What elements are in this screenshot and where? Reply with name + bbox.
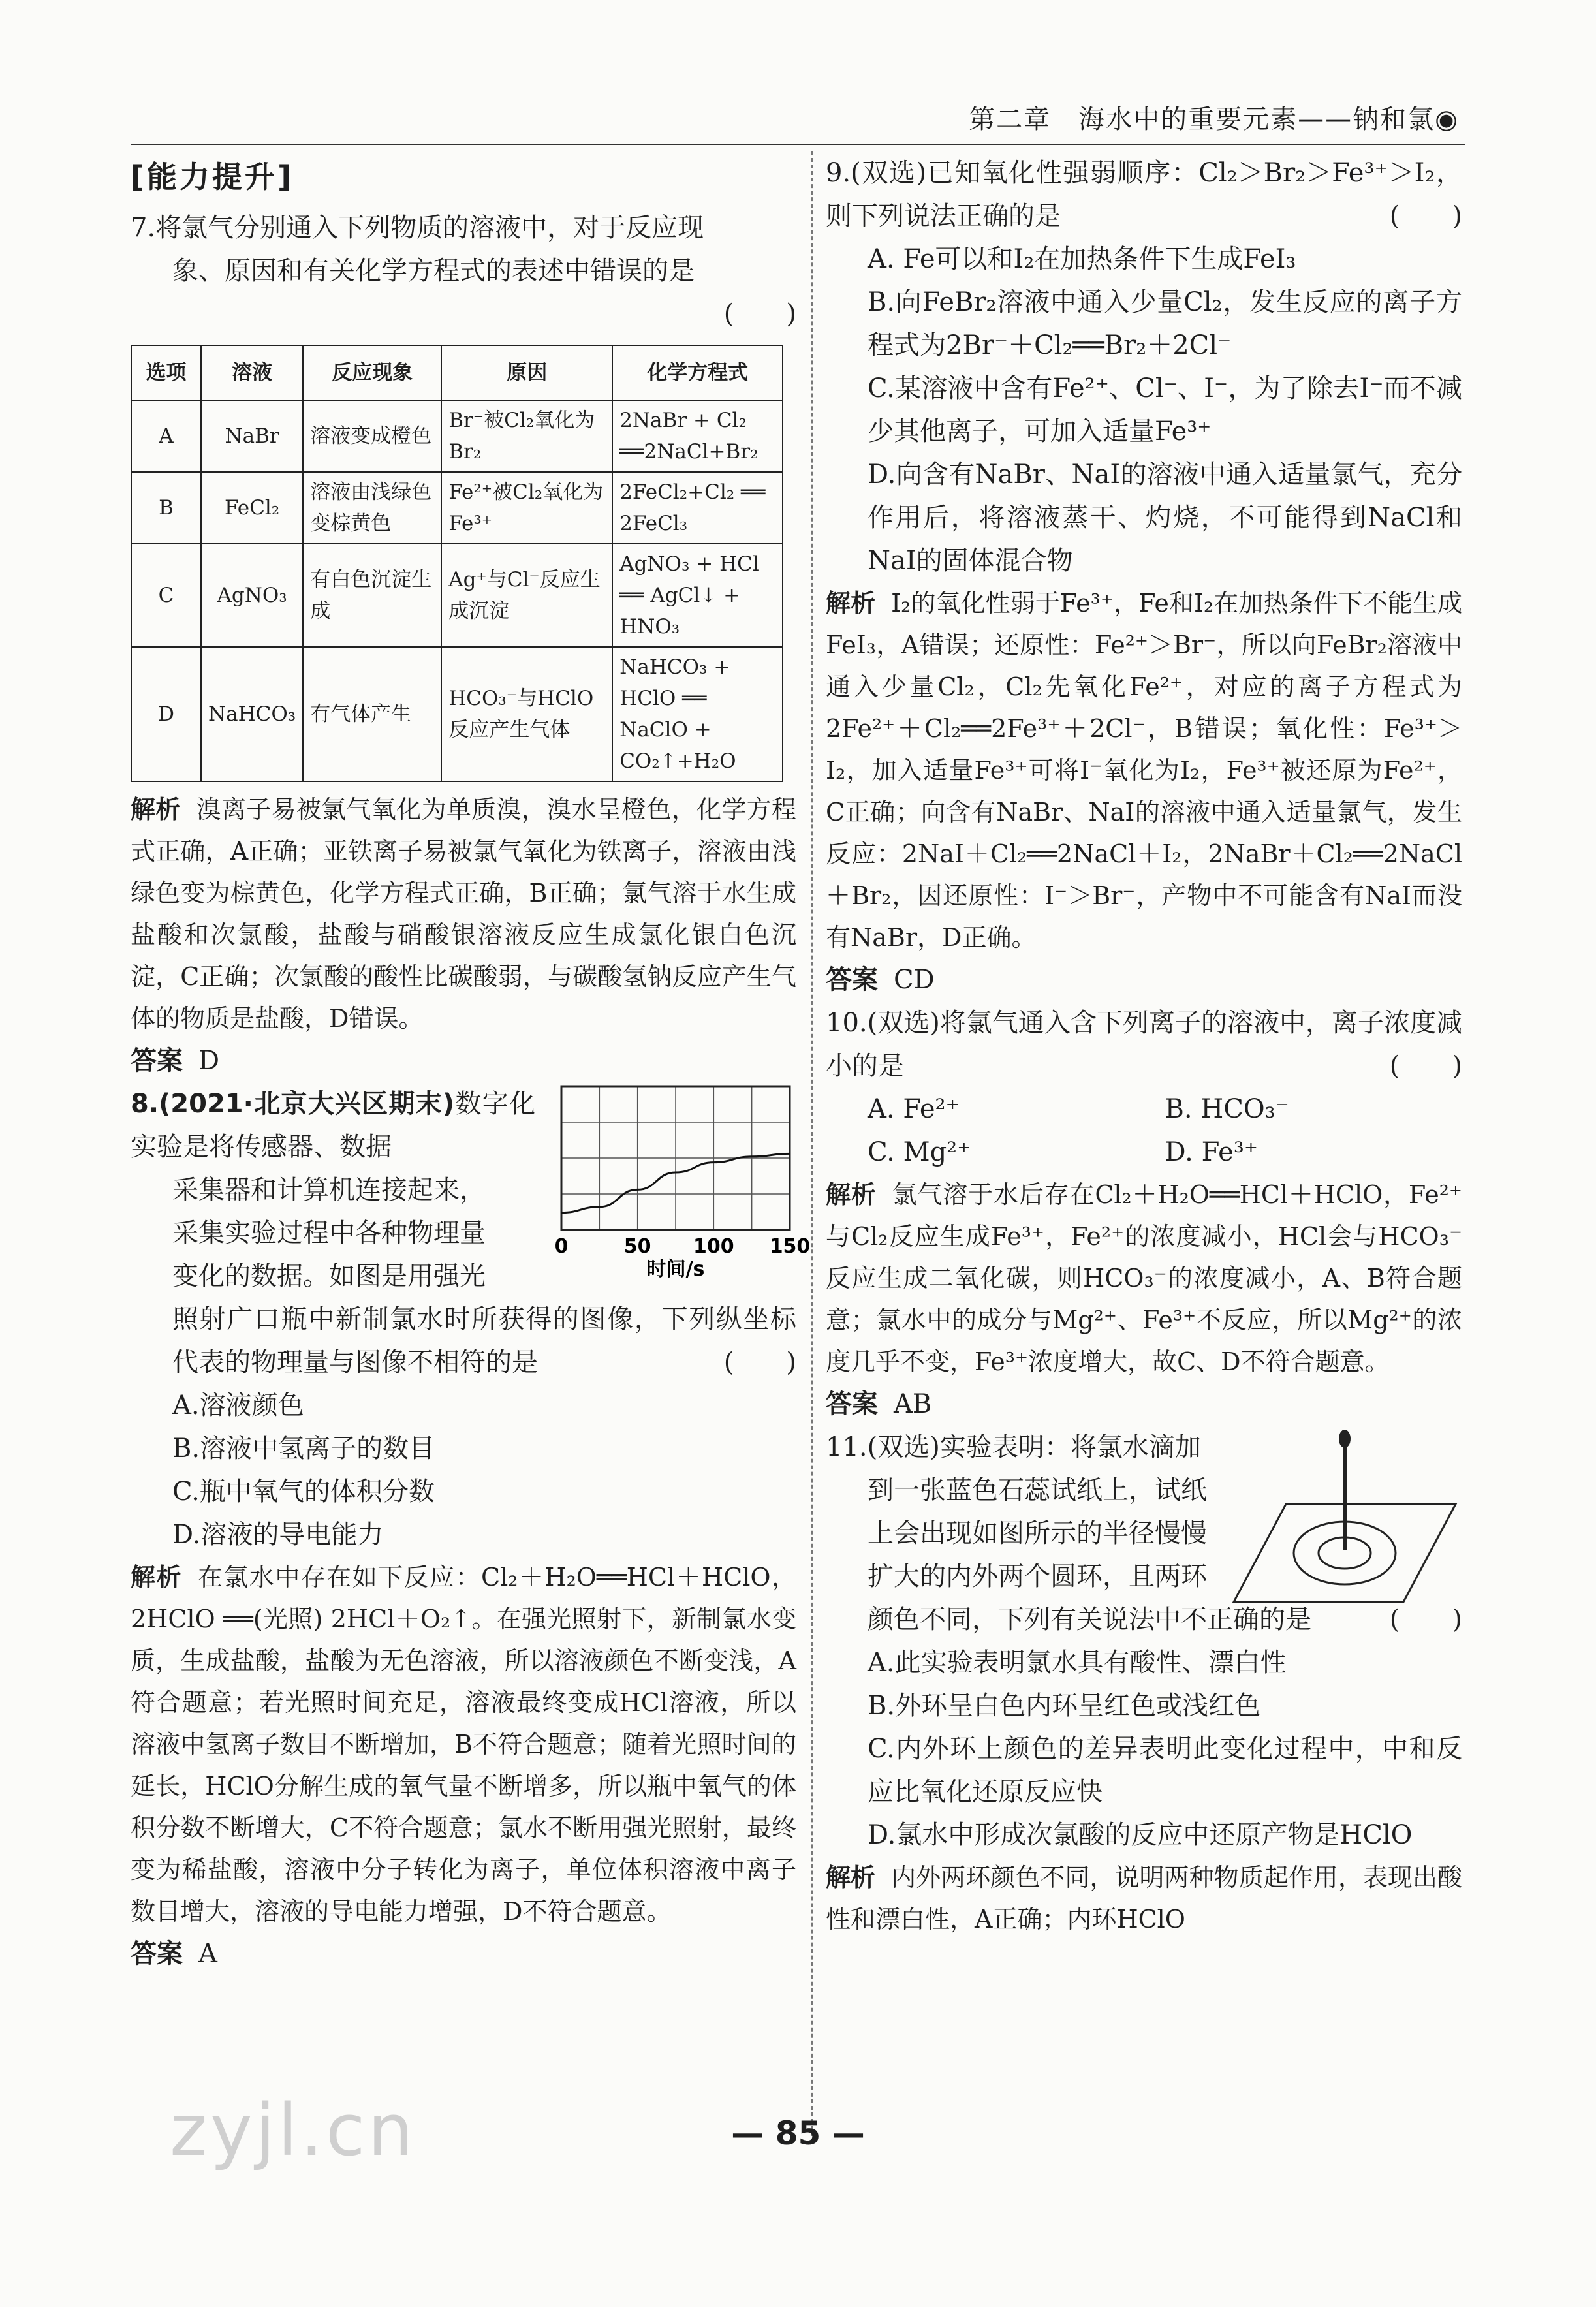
q8-option-d: D.溶液的导电能力 xyxy=(172,1520,384,1550)
q8-stem-rest-text: 照射广口瓶中新制氯水时所获得的图像，下列纵坐标代表的物理量与图像不相符的是 xyxy=(172,1304,796,1377)
table-cell: D xyxy=(131,647,201,781)
q8-source: 8.(2021·北京大兴区期末) xyxy=(131,1089,455,1119)
table-cell: NaHCO₃ xyxy=(201,647,303,781)
q11-stem-line: 到一张蓝色石蕊试纸上，试纸 xyxy=(868,1475,1207,1505)
q7-stem-line1: 7.将氯气分别通入下列物质的溶液中，对于反应现 xyxy=(131,213,704,243)
q8-option-a: A.溶液颜色 xyxy=(172,1390,304,1420)
table-cell: Fe²⁺被Cl₂氧化为Fe³⁺ xyxy=(441,472,612,544)
table-cell: 2NaBr + Cl₂ ══2NaCl+Br₂ xyxy=(612,400,783,472)
q8-option-b: B.溶液中氢离子的数目 xyxy=(172,1434,435,1464)
table-cell: 有气体产生 xyxy=(303,647,441,781)
table-cell: AgNO₃ + HCl ══ AgCl↓ + HNO₃ xyxy=(612,544,783,647)
q10-analysis xyxy=(826,1174,1462,1383)
q10-options-row xyxy=(826,1088,1462,1131)
q8-stem-line xyxy=(131,1082,535,1169)
q8-answer-bracket: ( ) xyxy=(723,1347,796,1377)
table-cell: NaHCO₃ + HClO ══ NaClO + CO₂↑+H₂O xyxy=(612,647,783,781)
table-row xyxy=(131,544,783,647)
q8-stem-line: 变化的数据。如图是用强光 xyxy=(172,1261,486,1291)
q9-stem-text: 9.(双选)已知氧化性强弱顺序：Cl₂＞Br₂＞Fe³⁺＞I₂，则下列说法正确的是 xyxy=(826,158,1462,231)
table-row xyxy=(131,400,783,472)
q11-analysis-text: 内外两环颜色不同，说明两种物质起作用，表现出酸性和漂白性，A正确；内环HClO xyxy=(826,1863,1462,1934)
chart-x-tick-label: 150 xyxy=(769,1235,811,1258)
table-cell: Br⁻被Cl₂氧化为Br₂ xyxy=(441,400,612,472)
q7-table xyxy=(131,345,783,782)
q9-analysis-text: I₂的氧化性弱于Fe³⁺，Fe和I₂在加热条件下不能生成FeI₃，A错误；还原性：Fe²⁺＞Br⁻，所以向FeBr₂溶液中通入少量Cl₂，Cl₂先氧化Fe²⁺，对应的离子方程式为2Fe²⁺＋Cl₂══2Fe³⁺＋2Cl⁻，B错误；氧化性：Fe³⁺＞I₂，加入适量Fe³⁺可将I⁻氧化为I₂，Fe³⁺被还原为Fe²⁺，C正确；向含有NaBr、NaI的溶液中通入适量氯气，发生反应：2NaI＋Cl₂══2NaCl＋I₂，2NaBr＋Cl₂══2NaCl＋Br₂，因还原性：I⁻＞Br⁻，产物中不可能含有NaI而没有NaBr，D正确。 xyxy=(826,589,1462,952)
table-header-cell: 原因 xyxy=(441,345,612,400)
section-title: [能力提升] xyxy=(131,159,294,195)
table-header-cell: 溶液 xyxy=(201,345,303,400)
chart-x-tick-label: 0 xyxy=(554,1235,569,1258)
q9-option-c: C.某溶液中含有Fe²⁺、Cl⁻、I⁻，为了除去I⁻而不减少其他离子，可加入适量Fe³⁺ xyxy=(868,373,1462,447)
table-cell: Ag⁺与Cl⁻反应生成沉淀 xyxy=(441,544,612,647)
analysis-label: 解析 xyxy=(826,589,876,618)
analysis-label: 解析 xyxy=(131,1563,182,1592)
q10-answer xyxy=(826,1383,1462,1426)
table-cell: HCO₃⁻与HClO反应产生气体 xyxy=(441,647,612,781)
q9-answer-bracket: ( ) xyxy=(1389,201,1462,231)
q10-stem xyxy=(826,1001,1462,1088)
table-cell: C xyxy=(131,544,201,647)
q10-option-d: D. Fe³⁺ xyxy=(1165,1137,1258,1167)
header-rule xyxy=(131,144,1465,145)
q10-stem-text: 10.(双选)将氯气通入含下列离子的溶液中，离子浓度减小的是 xyxy=(826,1008,1462,1081)
q9-analysis xyxy=(826,582,1462,958)
table-header-cell: 化学方程式 xyxy=(612,345,783,400)
q9-answer-value: CD xyxy=(894,965,935,995)
q8-stem-line: 采集器和计算机连接起来， xyxy=(172,1175,486,1205)
q10-options-row xyxy=(826,1131,1462,1174)
q8-stem-top xyxy=(131,1082,535,1298)
q8-answer-value: A xyxy=(198,1939,217,1969)
q8-stem-rest xyxy=(131,1298,796,1384)
q7-answer xyxy=(131,1039,796,1082)
table-row xyxy=(131,647,783,781)
table-cell: 2FeCl₂+Cl₂ ══ 2FeCl₃ xyxy=(612,472,783,544)
analysis-label: 解析 xyxy=(826,1180,877,1209)
litmus-paper-figure xyxy=(1227,1426,1462,1622)
q8-answer xyxy=(131,1932,796,1975)
q10-analysis-text: 氯气溶于水后存在Cl₂＋H₂O══HCl＋HClO，Fe²⁺与Cl₂反应生成Fe³⁺，Fe²⁺的浓度减小，HCl会与HCO₃⁻反应生成二氧化碳，则HCO₃⁻的浓度减小，A、B符合题意；氯水中的成分与Mg²⁺、Fe³⁺不反应，所以Mg²⁺的浓度几乎不变，Fe³⁺浓度增大，故C、D不符合题意。 xyxy=(826,1180,1462,1376)
q8-stem-line: 采集实验过程中各种物理量 xyxy=(172,1218,486,1248)
chart-xlabel: 时间/s xyxy=(646,1258,705,1281)
answer-label: 答案 xyxy=(131,1046,183,1076)
q10-option-b: B. HCO₃⁻ xyxy=(1165,1094,1289,1124)
chart-x-tick-label: 100 xyxy=(693,1235,734,1258)
q8-stem-text: 数字化实验是将传感器、数据 xyxy=(131,1089,536,1162)
answer-label: 答案 xyxy=(131,1939,183,1969)
analysis-label: 解析 xyxy=(826,1863,876,1892)
table-header-cell: 反应现象 xyxy=(303,345,441,400)
q9-option-d: D.向含有NaBr、NaI的溶液中通入适量氯气，充分作用后，将溶液蒸干、灼烧，不可能得到NaCl和NaI的固体混合物 xyxy=(868,460,1462,576)
answer-label: 答案 xyxy=(826,1389,878,1419)
q7-analysis-text: 溴离子易被氯气氧化为单质溴，溴水呈橙色，化学方程式正确，A正确；亚铁离子易被氯气氧化为铁离子，溶液由浅绿色变为棕黄色，化学方程式正确，B正确；氯气溶于水生成盐酸和次氯酸，盐酸与硝酸银溶液反应生成氯化银白色沉淀，C正确；次氯酸的酸性比碳酸弱，与碳酸氢钠反应产生气体的物质是盐酸，D错误。 xyxy=(131,795,796,1033)
watermark: zyjl.cn xyxy=(170,2088,416,2172)
table-header-cell: 选项 xyxy=(131,345,201,400)
q11-stem-line: 扩大的内外两个圆环，且两环 xyxy=(868,1562,1207,1592)
question-11 xyxy=(826,1426,1462,1940)
q11-option-b: B.外环呈白色内环呈红色或浅红色 xyxy=(868,1691,1261,1721)
table-cell: 有白色沉淀生成 xyxy=(303,544,441,647)
table-cell: 溶液变成橙色 xyxy=(303,400,441,472)
q9-answer xyxy=(826,958,1462,1001)
q8-option-c: C.瓶中氧气的体积分数 xyxy=(172,1477,435,1507)
q8-line-chart xyxy=(535,1080,811,1282)
table-cell: NaBr xyxy=(201,400,303,472)
running-header: 第二章 海水中的重要元素——钠和氯◉ xyxy=(969,104,1459,134)
q7-stem-line2: 象、原因和有关化学方程式的表述中错误的是 xyxy=(172,256,695,286)
q7-answer-value: D xyxy=(198,1046,220,1076)
rod-tip xyxy=(1339,1430,1351,1448)
left-column xyxy=(131,151,811,1975)
q11-option-a: A.此实验表明氯水具有酸性、漂白性 xyxy=(868,1648,1287,1678)
q10-answer-bracket: ( ) xyxy=(1389,1051,1462,1081)
q9-option-a: A. Fe可以和I₂在加热条件下生成FeI₃ xyxy=(868,244,1296,274)
analysis-label: 解析 xyxy=(131,795,181,824)
q11-stem-line: 11.(双选)实验表明：将氯水滴加 xyxy=(826,1432,1201,1462)
chart-ticks xyxy=(555,1235,811,1258)
q7-answer-bracket: ( ) xyxy=(723,299,796,329)
chart-x-tick-label: 50 xyxy=(623,1235,651,1258)
table-header-row xyxy=(131,345,783,400)
chart-grid xyxy=(561,1086,790,1230)
q9-stem xyxy=(826,151,1462,238)
table-cell: FeCl₂ xyxy=(201,472,303,544)
q11-stem-line: 上会出现如图所示的半径慢慢 xyxy=(868,1518,1207,1548)
q8-analysis-text: 在氯水中存在如下反应：Cl₂＋H₂O══HCl＋HClO，2HClO ══(光照) 2HCl＋O₂↑。在强光照射下，新制氯水变质，生成盐酸，盐酸为无色溶液，所以溶液颜色不断变浅，A符合题意；若光照时间充足，溶液最终变成HCl溶液，所以溶液中氢离子数目不断增加，B不符合题意；随着光照时间的延长，HClO分解生成的氧气量不断增多，所以瓶中氧气的体积分数不断增大，C不符合题意；氯水不断用强光照射，最终变为稀盐酸，溶液中分子转化为离子，单位体积溶液中离子数目增大，溶液的导电能力增强，D不符合题意。 xyxy=(131,1563,796,1926)
q11-analysis xyxy=(826,1857,1462,1940)
q11-stem-top xyxy=(826,1426,1217,1598)
table-cell: A xyxy=(131,400,201,472)
q11-option-d: D.氯水中形成次氯酸的反应中还原产物是HClO xyxy=(868,1820,1413,1850)
page-number: — 85 — xyxy=(731,2114,865,2152)
column-divider xyxy=(811,151,813,2136)
q10-option-a: A. Fe²⁺ xyxy=(868,1094,960,1124)
question-7 xyxy=(131,206,796,1082)
q11-option-c: C.内外环上颜色的差异表明此变化过程中，中和反应比氧化还原反应快 xyxy=(868,1734,1462,1807)
q11-stem-rest-text: 颜色不同，下列有关说法中不正确的是 xyxy=(868,1605,1311,1635)
right-column xyxy=(826,151,1462,1940)
question-8 xyxy=(131,1082,811,1975)
question-9 xyxy=(826,151,1462,1001)
q11-answer-bracket: ( ) xyxy=(1389,1605,1462,1635)
q8-analysis xyxy=(131,1556,796,1932)
q7-analysis xyxy=(131,789,796,1039)
q10-option-c: C. Mg²⁺ xyxy=(868,1137,971,1167)
table-row xyxy=(131,472,783,544)
answer-label: 答案 xyxy=(826,965,878,995)
table-cell: AgNO₃ xyxy=(201,544,303,647)
table-cell: 溶液由浅绿色变棕黄色 xyxy=(303,472,441,544)
q9-option-b: B.向FeBr₂溶液中通入少量Cl₂，发生反应的离子方程式为2Br⁻＋Cl₂══Br₂＋2Cl⁻ xyxy=(868,287,1462,360)
q10-answer-value: AB xyxy=(894,1389,932,1419)
table-cell: B xyxy=(131,472,201,544)
question-10 xyxy=(826,1001,1462,1426)
